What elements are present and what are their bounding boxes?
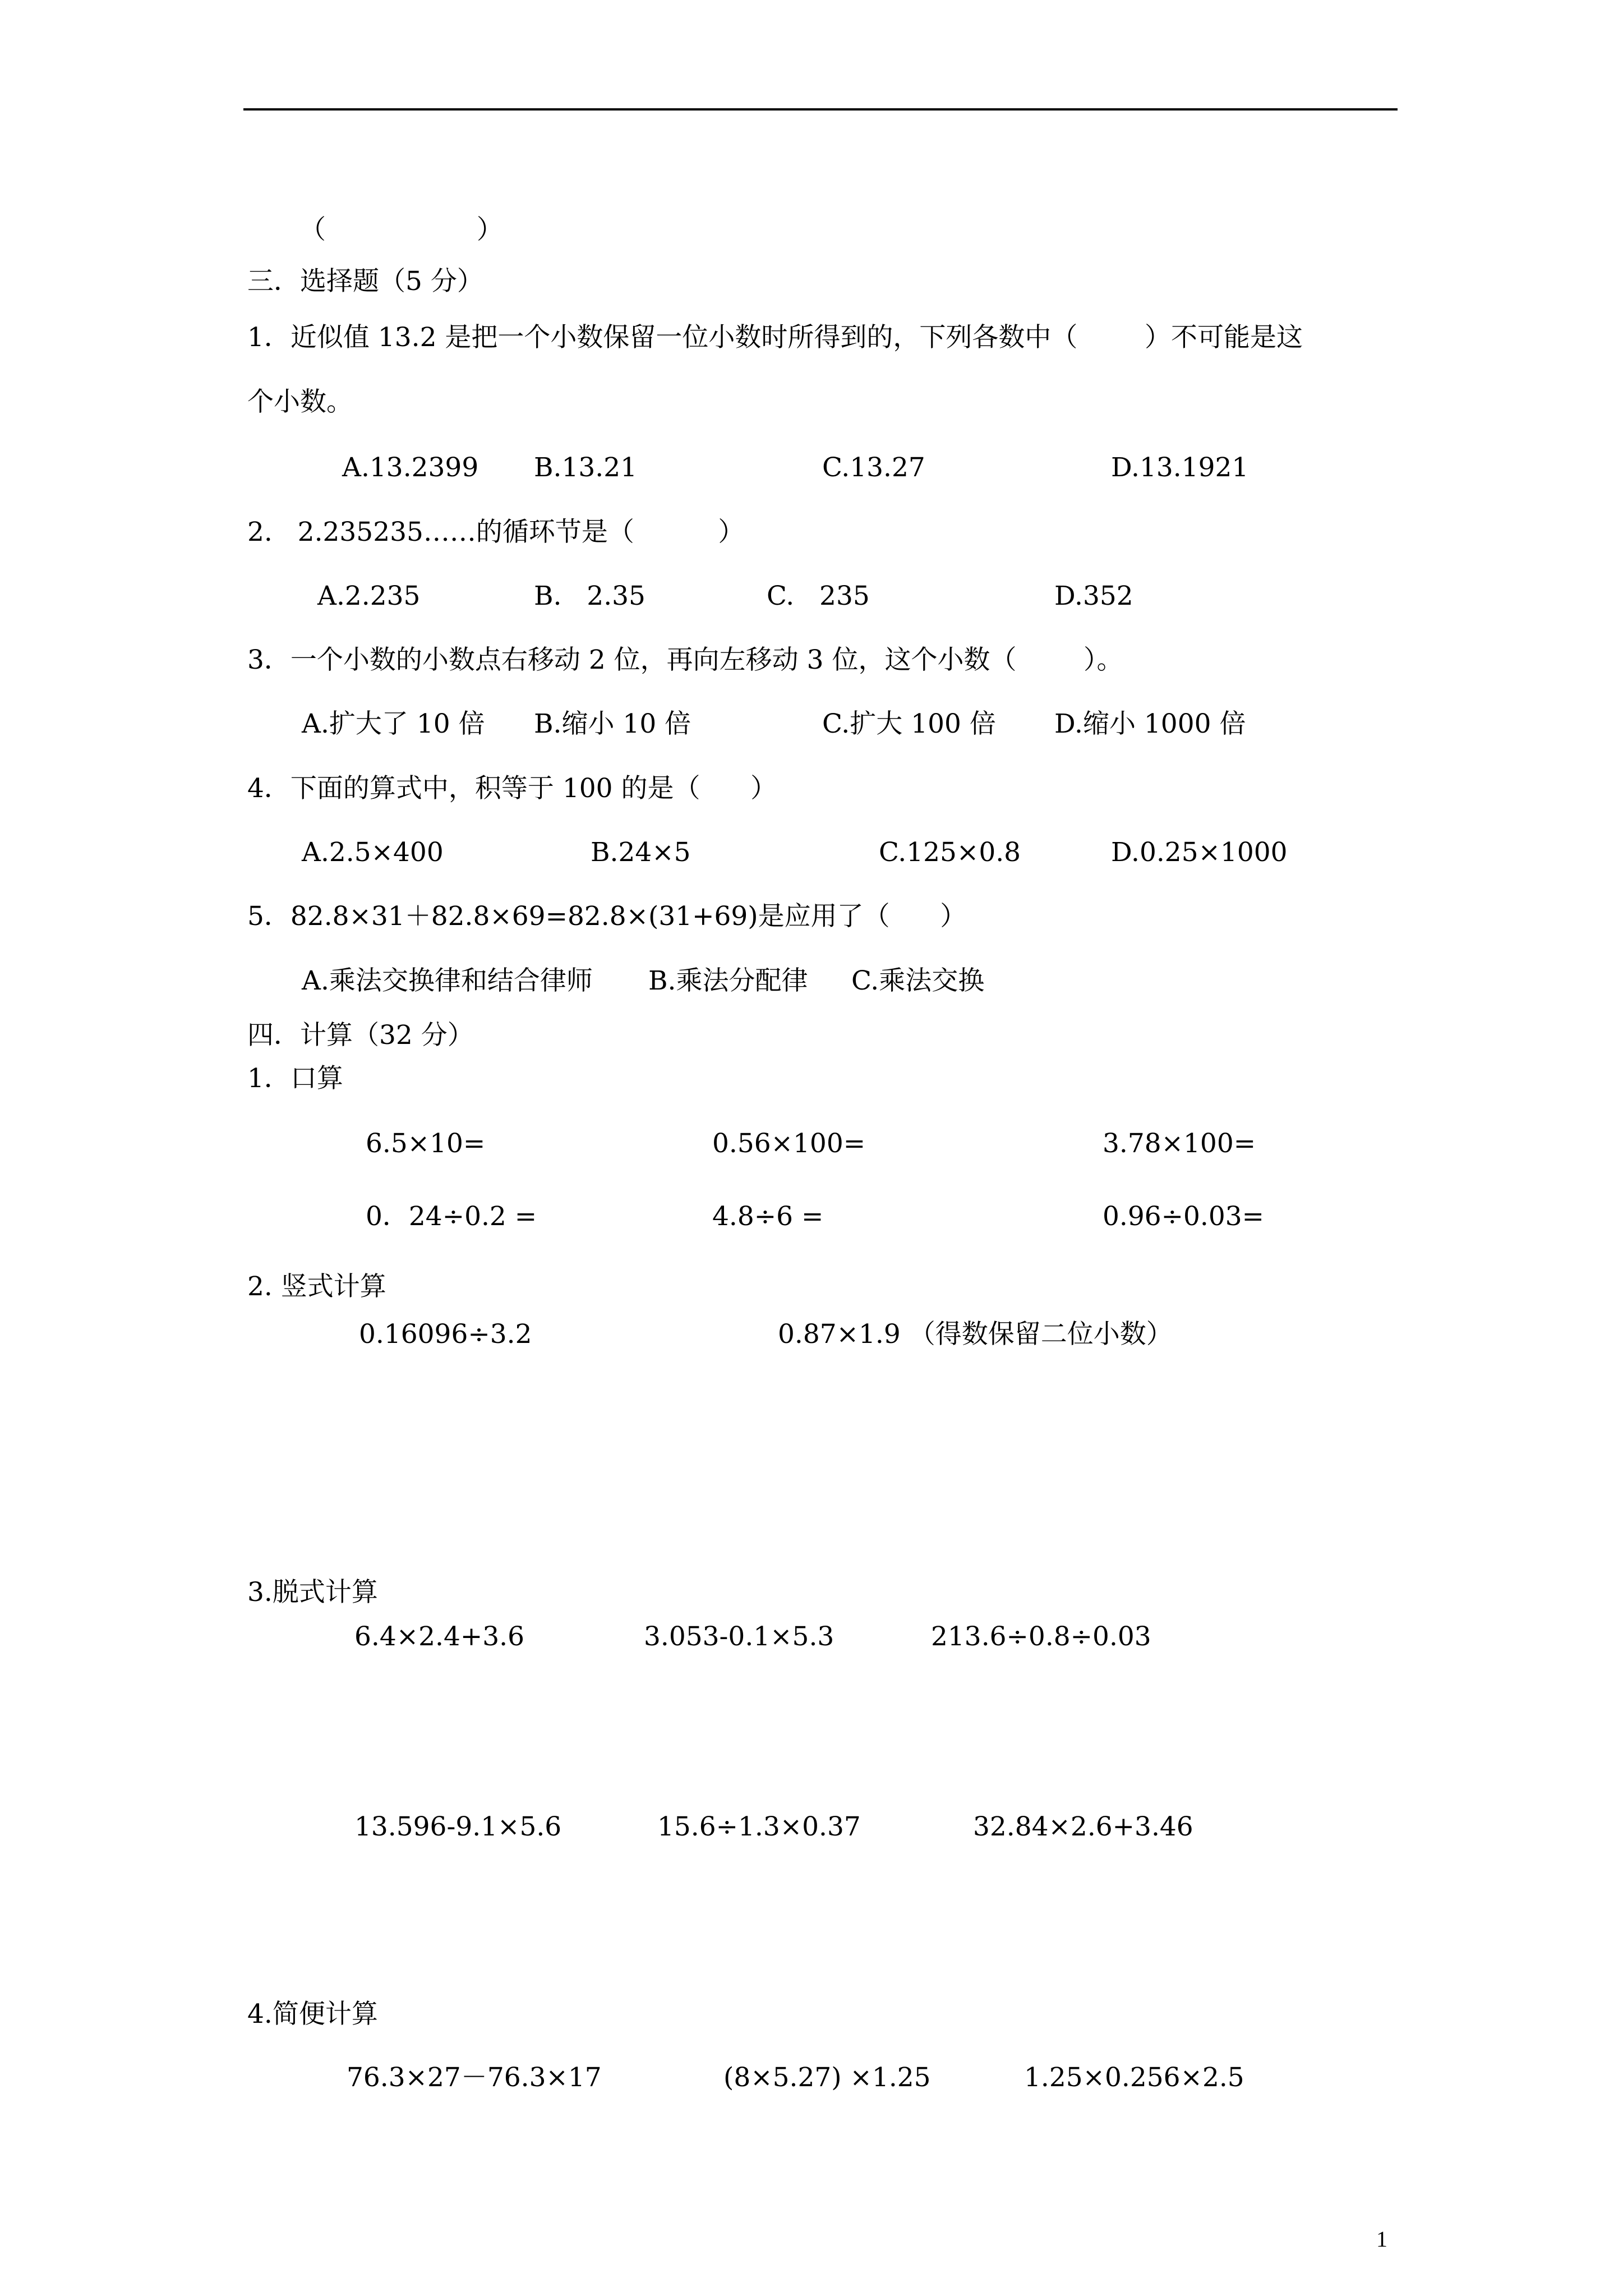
vertical-calc-item: 0.16096÷3.2 xyxy=(359,1319,532,1350)
q3-option-a: A.扩大了 10 倍 xyxy=(302,708,485,739)
question-2-text: 2. 2.235235……的循环节是（ ） xyxy=(247,517,745,547)
q5-option-b: B.乘法分配律 xyxy=(648,965,808,996)
q2-option-d: D.352 xyxy=(1054,581,1133,611)
stepwise-calc-item: 13.596-9.1×5.6 xyxy=(354,1811,562,1842)
page-number: 1 xyxy=(1376,2226,1387,2252)
stepwise-calc-item: 15.6÷1.3×0.37 xyxy=(657,1811,861,1842)
q1-option-b: B.13.21 xyxy=(534,452,638,483)
q1-option-a: A.13.2399 xyxy=(342,452,479,483)
q4-option-a: A.2.5×400 xyxy=(302,837,444,868)
part-2-title: 2. 竖式计算 xyxy=(247,1271,386,1302)
q5-option-a: A.乘法交换律和结合律师 xyxy=(302,965,593,996)
simplified-calc-item: 76.3×27－76.3×17 xyxy=(347,2062,602,2093)
q4-option-d: D.0.25×1000 xyxy=(1111,837,1288,868)
stepwise-calc-item: 6.4×2.4+3.6 xyxy=(354,1621,524,1652)
oral-calc-item: 0.96÷0.03= xyxy=(1103,1201,1265,1232)
q4-option-b: B.24×5 xyxy=(591,837,691,868)
question-1-text-cont: 个小数。 xyxy=(247,386,353,417)
q2-option-b: B. 2.35 xyxy=(534,581,645,611)
vertical-calc-item: 0.87×1.9 （得数保留二位小数） xyxy=(778,1319,1173,1350)
oral-calc-item: 0.56×100= xyxy=(712,1128,866,1159)
section-4-title: 四．计算（32 分） xyxy=(247,1020,474,1051)
part-1-title: 1．口算 xyxy=(247,1063,343,1094)
simplified-calc-item: (8×5.27) ×1.25 xyxy=(723,2062,931,2093)
oral-calc-item: 0．24÷0.2 = xyxy=(366,1201,537,1232)
q3-option-b: B.缩小 10 倍 xyxy=(534,708,691,739)
q3-option-d: D.缩小 1000 倍 xyxy=(1054,708,1246,739)
part-3-title: 3.脱式计算 xyxy=(247,1577,378,1608)
q1-option-d: D.13.1921 xyxy=(1111,452,1249,483)
question-3-text: 3．一个小数的小数点右移动 2 位，再向左移动 3 位，这个小数（ ）。 xyxy=(247,645,1123,675)
section-3-title: 三．选择题（5 分） xyxy=(247,266,483,297)
stepwise-calc-item: 3.053-0.1×5.3 xyxy=(644,1621,834,1652)
q2-option-a: A.2.235 xyxy=(317,581,421,611)
q4-option-c: C.125×0.8 xyxy=(879,837,1021,868)
answer-blank: （ ） xyxy=(299,214,503,245)
stepwise-calc-item: 213.6÷0.8÷0.03 xyxy=(931,1621,1151,1652)
oral-calc-item: 4.8÷6 = xyxy=(712,1201,824,1232)
part-4-title: 4.简便计算 xyxy=(247,1999,378,2030)
q2-option-c: C. 235 xyxy=(767,581,870,611)
question-4-text: 4．下面的算式中，积等于 100 的是（ ） xyxy=(247,773,777,804)
question-5-text: 5．82.8×31＋82.8×69=82.8×(31+69)是应用了（ ） xyxy=(247,901,967,932)
q3-option-c: C.扩大 100 倍 xyxy=(822,708,996,739)
simplified-calc-item: 1.25×0.256×2.5 xyxy=(1024,2062,1244,2093)
oral-calc-item: 3.78×100= xyxy=(1103,1128,1256,1159)
q1-option-c: C.13.27 xyxy=(822,452,925,483)
header-rule xyxy=(243,108,1398,111)
question-1-text: 1．近似值 13.2 是把一个小数保留一位小数时所得到的，下列各数中（ ）不可能是这 xyxy=(247,322,1303,353)
stepwise-calc-item: 32.84×2.6+3.46 xyxy=(973,1811,1193,1842)
oral-calc-item: 6.5×10= xyxy=(366,1128,486,1159)
q5-option-c: C.乘法交换 xyxy=(851,965,985,996)
